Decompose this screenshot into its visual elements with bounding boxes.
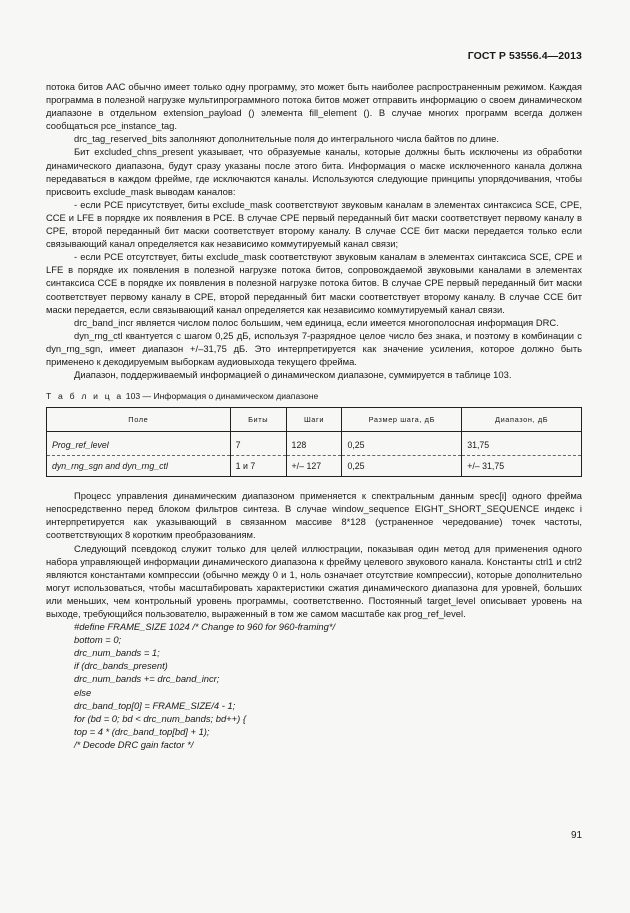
code-line: bottom = 0;: [74, 634, 122, 646]
table-header-cell: Поле: [47, 408, 231, 432]
table-cell: dyn_rng_sgn and dyn_rng_ctl: [47, 456, 231, 477]
table-cell: 0,25: [342, 456, 462, 477]
paragraph-drc-tag: drc_tag_reserved_bits заполняют дополнительные поля до интегрального числа байтов по длине.: [74, 133, 499, 145]
table-header-cell: Размер шага, дБ: [342, 408, 462, 432]
paragraph-pseudocode-intro: Следующий псевдокод служит только для целей иллюстрации, показывая один метод для применения одного набора управляющей информации динамического диапазона к фрейму целевого звукового канала. Константы ctrl1 и ctrl2 являются константами компрессии (обычно между 0 и 1, ноль означает отсутствие компрессии), которые дополнительно могут использоваться, чтобы масштабировать характеристики сжатия динамического диапазона для уровней, больших или меньших, чем контрольный уровень программы, соответственно. Постоянный target_level описывает уровень на выходе, требующийся пользователю, выраженный в том же самом масштабе как prog_ref_level.: [46, 542, 582, 619]
table-caption-text: 103 — Информация о динамическом диапазоне: [125, 391, 319, 402]
table-header-row: [47, 408, 582, 432]
table-cell: 31,75: [462, 432, 582, 456]
table-cell: 7: [230, 432, 286, 456]
paragraph-pce-absent: - если PCE отсутствует, биты exclude_mask соответствуют звуковым каналам в элементах синтаксиса SCE, CPE и LFE в порядке их появления в полезной нагрузке потока битов, сопровождаемой звуковыми каналами в элементах синтаксиса CCE в порядке их появления в полезной нагрузке потока битов. В случае CPE первый переданный бит маски соответствует первому каналу в CPE, второй переданный бит маски соответствует второму каналу. В случае CCE бит маски передается, если связывающий канал определяется как независимо коммутируемый канал связи.: [46, 251, 582, 315]
drc-info-table: [46, 407, 582, 477]
code-line: drc_band_top[0] = FRAME_SIZE/4 - 1;: [74, 699, 236, 711]
table-cell: Prog_ref_level: [47, 432, 231, 456]
document-body: [46, 80, 582, 751]
code-line: drc_num_bands += drc_band_incr;: [74, 673, 220, 685]
code-line: else: [74, 686, 92, 698]
paragraph-pce-present: - если PCE присутствует, биты exclude_mask соответствуют звуковым каналам в элементах синтаксиса SCE, CPE, CCE и LFE в порядке их появления в PCE. В случае CPE первый переданный бит маски соответствует первому каналу в CPE, второй переданный бит маски соответствует второму каналу. В случае CCE бит маски передается только если связывающий канал определяется как независимо коммутируемый канал связи;: [46, 198, 582, 250]
paragraph-aac-programs: потока битов AAC обычно имеет только одну программу, это может быть наиболее распространенным режимом. Каждая программа в полезной нагрузке мультипрограммного потока битов может отправить информацию о своем динамическом диапазоне в отдельном extension_payload () элемента fill_element (). В случае многих программ всегда должен сообщаться pce_instance_tag.: [46, 81, 582, 132]
paragraph-dyn-rng-ctl: dyn_rng_ctl квантуется с шагом 0,25 дБ, используя 7-разрядное целое число без знака, и поэтому в комбинации с dyn_rng_sgn, имеет диапазон +/–31,75 дБ. Это интерпретируется как значение усиления, которое должно быть применено к декодируемым выборкам аудиовыхода текущего фрейма.: [46, 329, 582, 367]
table-cell: 0,25: [342, 432, 462, 456]
table-header-cell: Диапазон, дБ: [462, 408, 582, 432]
table-row: [47, 456, 582, 477]
table-row: [47, 432, 582, 456]
table-cell: +/– 31,75: [462, 456, 582, 477]
table-caption: [46, 390, 582, 402]
document-header: ГОСТ Р 53556.4—2013: [467, 50, 582, 62]
table-header-cell: Шаги: [286, 408, 342, 432]
table-cell: 1 и 7: [230, 456, 286, 477]
code-line: if (drc_bands_present): [74, 660, 168, 672]
paragraph-drc-process: Процесс управления динамическим диапазоном применяется к спектральным данным spec[i] одного фрейма непосредственно перед блоком фильтров синтеза. В случае window_sequence EIGHT_SHORT_SEQUENCE индекс i интерпретируется как указывающий в связанном массиве 8*128 (устраненное чередование) точек частоты, соответствующих 8 коротким преобразованиям.: [46, 490, 582, 541]
code-line: /* Decode DRC gain factor */: [74, 738, 194, 750]
code-line: drc_num_bands = 1;: [74, 647, 160, 659]
table-cell: 128: [286, 432, 342, 456]
code-line: #define FRAME_SIZE 1024 /* Change to 960 for 960-framing*/: [74, 621, 336, 633]
table-cell: +/– 127: [286, 456, 342, 477]
paragraph-range-summary: Диапазон, поддерживаемый информацией о динамическом диапазоне, суммируется в таблице 103.: [74, 369, 512, 381]
code-line: top = 4 * (drc_band_top[bd] + 1);: [74, 725, 210, 737]
paragraph-excluded-chns: Бит excluded_chns_present указывает, что образуемые каналы, которые должны быть исключены из обработки динамического диапазона, будут сразу указаны после этого бита. Информация о маске исключенного канала должна передаваться в каждом фрейме, где исключаются каналы. Используются следующие принципы упорядочивания, чтобы присвоить exclude_mask выводам каналов:: [46, 146, 582, 197]
table-caption-prefix: Т а б л и ц а: [46, 391, 124, 402]
table-header-cell: Биты: [230, 408, 286, 432]
code-line: for (bd = 0; bd < drc_num_bands; bd++) {: [74, 712, 246, 724]
page-number: 91: [571, 830, 583, 841]
paragraph-drc-band-incr: drc_band_incr является числом полос большим, чем единица, если имеется многополосная информация DRC.: [74, 316, 559, 328]
